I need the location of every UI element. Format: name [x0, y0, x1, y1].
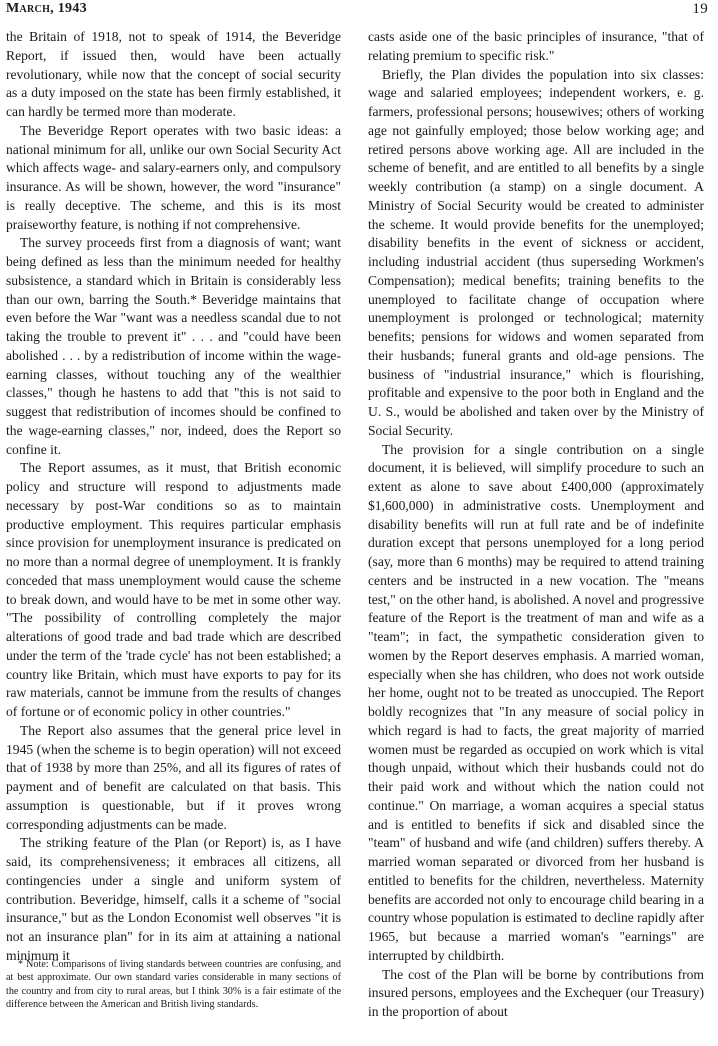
- right-column: [368, 28, 704, 1022]
- paragraph: the Britain of 1918, not to speak of 1914, the Beveridge Report, if issued then, would have been actually revolutionary, while now that the concept of social security as a duty imposed on the state has been firmly established, it can hardly be termed more than moderate.: [6, 29, 341, 119]
- issue-date: March, 1943: [6, 1, 87, 16]
- running-head: [6, 0, 708, 20]
- paragraph: The Report assumes, as it must, that British economic policy and structure will respond to adjustments made necessary by post-War conditions so as to maintain productive employment. This requires particular emphasis since provision for unemployment insurance is predicated on no more than a normal degree of unemployment. It is frankly conceded that mass unemployment would cause the scheme to break down, and would have to be met in some other way. "The possibility of controlling completely the major alterations of good trade and bad trade which are described under the term of the 'trade cycle' has not been established; a country like Britain, which must have exports to pay for its raw materials, cannot be immune from the results of changes of fortune or of economic policy in other countries.": [6, 460, 341, 719]
- left-column: [6, 28, 341, 966]
- paragraph: Briefly, the Plan divides the population into six classes: wage and salaried employees; independent workers, e. g. farmers, professional persons; housewives; others of working age not gainfully employed; those below working age; and retired persons above working age. All are included in the scheme of benefit, and are entitled to all benefits by a single weekly contribution (a stamp) on a single document. A Ministry of Social Security would be created to administer the scheme. It would provide benefits for the unemployed; disability benefits in the event of sickness or accident, including industrial accident (thus superseding Workmen's Compensation); medical benefits; training benefits to the unemployed to facilitate change of occupation where unemployment is prolonged or technological; maternity benefits; pensions for widows and women separated from their husbands; funeral grants and old-age pensions. The business of "industrial insurance," which is flourishing, profitable and expensive to the poor both in England and the U. S., would be abolished and taken over by the Ministry of Social Security.: [368, 66, 704, 438]
- paragraph: The Beveridge Report operates with two basic ideas: a national minimum for all, unlike our own Social Security Act which affects wage- and salary-earners only, and compulsory insurance. As will be shown, however, the word "insurance" is really deceptive. The scheme, and this is its most praiseworthy feature, is nothing if not comprehensive.: [6, 122, 341, 232]
- page-number: 19: [692, 1, 708, 17]
- paragraph: The cost of the Plan will be borne by contributions from insured persons, employees and the Exchequer (our Treasury) in the proportion of about: [368, 966, 704, 1019]
- paragraph: The survey proceeds first from a diagnosis of want; want being defined as less than the minimum needed for healthy subsistence, a standard which in Britain is considerably less than our own, barring the South.* Beveridge maintains that even before the War "want was a needless scandal due to not taking the trouble to prevent it" . . . and "could have been abolished . . . by a redistribution of income within the wage-earning classes, without touching any of the wealthier classes," though he hastens to add that "this is not said to suggest that redistribution of incomes should be confined to the wage-earning classes," nor, indeed, does the Report so confine it.: [6, 235, 341, 457]
- paragraph: casts aside one of the basic principles of insurance, "that of relating premium to specific risk.": [368, 29, 704, 63]
- footnote: [6, 958, 341, 1012]
- paragraph: The Report also assumes that the general price level in 1945 (when the scheme is to begin operation) will not exceed that of 1938 by more than 25%, and all its figures of rates of payment and of benefit are calculated on that basis. This assumption is questionable, but if it proves wrong corresponding adjustments can be made.: [6, 722, 341, 832]
- paragraph: The provision for a single contribution on a single document, it is believed, will simplify procedure to such an extent as alone to save about £400,000 (approximately $1,600,000) in administrative costs. Unemployment and disability benefits will run at full rate and be of indefinite duration except that persons unemployed for a long period (say, more than 6 months) may be required to attend training centers and be instructed in a new vocation. The "means test," on the other hand, is abolished. A novel and progressive feature of the Report is the treatment of man and wife as a "team"; in fact, the sympathetic consideration given to women by the Report deserves emphasis. A married woman, especially when she has children, who does not work outside her home, ought not to be treated as unoccupied. The Report boldly recognizes that "In any measure of social policy in which regard is had to facts, the great majority of married women must be regarded as occupied on work which is vital though unpaid, without which their husbands could not do their paid work and without which the nation could not continue." On marriage, a woman acquires a special status and is entitled to benefits if sick and disabled since the "team" of husband and wife (and children) suffers thereby. A married woman separated or divorced from her husband is entitled to benefits for the children, nevertheless. Maternity benefits are accorded not only to encourage child bearing in a country whose population is estimated to decline rapidly after 1965, but because a married woman's "earnings" are interrupted by childbirth.: [368, 441, 704, 963]
- footnote-text: * Note: Comparisons of living standards between countries are confusing, and at best approximate. Our own standard varies considerable in many sections of the country and from city to rural areas, but I think 30% is a fair estimate of the difference between the American and British living standards.: [6, 959, 341, 1011]
- paragraph: The striking feature of the Plan (or Report) is, as I have said, its comprehensiveness; it embraces all citizens, all contingencies under a single and uniform system of contribution. Beveridge, himself, calls it a scheme of "social insurance," but as the London Economist well observes "it is not an insurance plan" for in its aim at attaining a national minimum it: [6, 835, 341, 963]
